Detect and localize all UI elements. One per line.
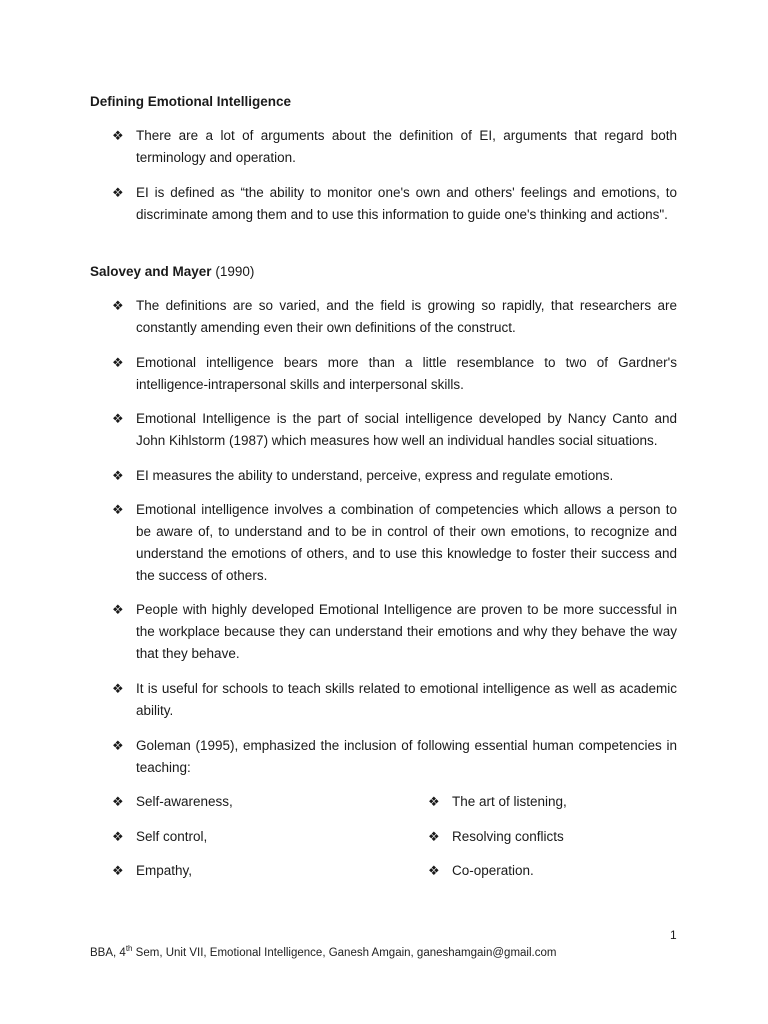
heading-year: (1990) (215, 264, 255, 279)
competency-item: Empathy, (136, 863, 193, 878)
footer-rest: Sem, Unit VII, Emotional Intelligence, Ganesh Amgain, ganeshamgain@gmail.com (132, 946, 557, 959)
bullet-text: It is useful for schools to teach skills related to emotional intelligence as well as academic ability. (136, 681, 677, 718)
section-heading-salovey-mayer (90, 264, 254, 279)
competency-item: Resolving conflicts (452, 829, 564, 844)
bullet-text: EI is defined as “the ability to monitor one's own and others' feelings and emotions, to discriminate among them and to use this information to guide one's thinking and actions". (136, 185, 677, 222)
bullet-diamond-icon: ❖ (112, 602, 124, 617)
bullet-text: There are a lot of arguments about the definition of EI, arguments that regard both terminology and operation. (136, 128, 677, 165)
footer-prefix: BBA, 4 (90, 946, 126, 959)
bullet-diamond-icon: ❖ (112, 468, 124, 483)
bullet-text: Emotional intelligence bears more than a little resemblance to two of Gardner's intelligence-intrapersonal skills and interpersonal skills. (136, 355, 677, 392)
footer-superscript: th (125, 944, 133, 953)
page-number: 1 (670, 928, 677, 942)
bullet-diamond-icon: ❖ (112, 738, 124, 753)
bullet-text: Goleman (1995), emphasized the inclusion of following essential human competencies in teaching: (136, 738, 677, 775)
bullet-text: Emotional intelligence involves a combination of competencies which allows a person to be aware of, to understand and to be in control of their own emotions, to recognize and understand the emotions of others, and to use this knowledge to foster their success and the success of others. (136, 502, 677, 583)
competency-item: Self-awareness, (136, 794, 233, 809)
page-footer (90, 944, 556, 959)
bullet-text: Emotional Intelligence is the part of social intelligence developed by Nancy Canto and John Kihlstorm (1987) which measures how well an individual handles social situations. (136, 411, 677, 448)
bullet-diamond-icon: ❖ (428, 863, 440, 878)
bullet-diamond-icon: ❖ (428, 794, 440, 809)
bullet-diamond-icon: ❖ (112, 863, 124, 878)
bullet-diamond-icon: ❖ (112, 185, 124, 200)
bullet-text: People with highly developed Emotional Intelligence are proven to be more successful in the workplace because they can understand their emotions and why they behave the way that they behave. (136, 602, 677, 661)
bullet-diamond-icon: ❖ (112, 128, 124, 143)
competency-item: Co-operation. (452, 863, 534, 878)
competency-item: The art of listening, (452, 794, 567, 809)
section-heading-defining-ei: Defining Emotional Intelligence (90, 94, 292, 109)
bullet-diamond-icon: ❖ (428, 829, 440, 844)
bullet-diamond-icon: ❖ (112, 681, 124, 696)
bullet-diamond-icon: ❖ (112, 502, 124, 517)
bullet-diamond-icon: ❖ (112, 298, 124, 313)
heading-label: Salovey and Mayer (90, 264, 212, 279)
bullet-diamond-icon: ❖ (112, 794, 124, 809)
bullet-diamond-icon: ❖ (112, 829, 124, 844)
competency-item: Self control, (136, 829, 208, 844)
bullet-diamond-icon: ❖ (112, 411, 124, 426)
bullet-text: The definitions are so varied, and the field is growing so rapidly, that researchers are constantly amending even their own definitions of the construct. (136, 298, 677, 335)
bullet-diamond-icon: ❖ (112, 355, 124, 370)
bullet-text: EI measures the ability to understand, perceive, express and regulate emotions. (136, 468, 614, 483)
